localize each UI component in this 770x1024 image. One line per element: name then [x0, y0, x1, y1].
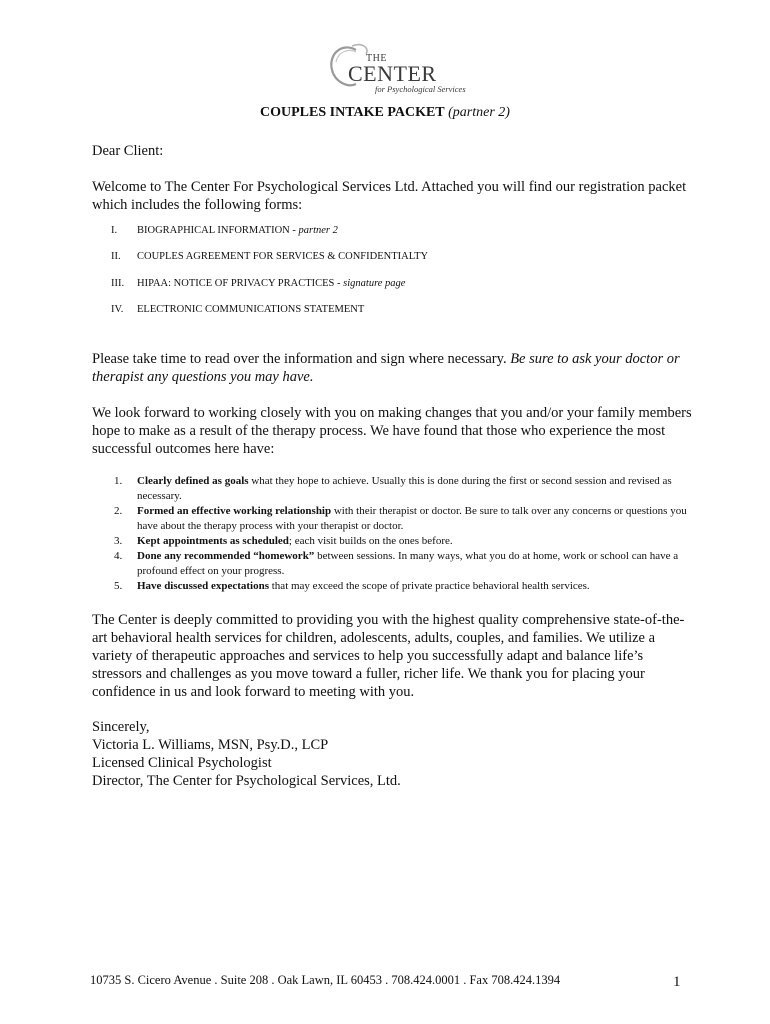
form-title: ELECTRONIC COMMUNICATIONS STATEMENT: [137, 304, 365, 315]
signer-organization: Director, The Center for Psychological Services, Ltd.: [92, 773, 401, 789]
page-number: 1: [673, 974, 681, 990]
logo-subtitle: for Psychological Services: [375, 84, 466, 94]
read-notice-paragraph: Please take time to read over the information and sign where necessary. Be sure to ask your doctor or therapist any questions you may have.: [92, 351, 680, 385]
document-page: THE CENTER for Psychological Services COUPLES INTAKE PACKET (partner 2) Dear Client: Welcome to The Center For Psychological Services Ltd. Attached you will find our registration packet which includes the following forms: I. BIOGRAPHICAL INFORMATION - partner 2 II. COUPLES AGREEMENT FOR SERVICES & CONFIDENTIALTY III. HIPAA: NOTICE OF PRIVACY PRACTICES - signature page IV. ELECTRONIC COMMUNICATIONS STATEMENT Please take time to read over the information and sign where necessary. Be sure to ask your doctor or therapist any questions you may have. We look forward to working closely with you on making changes that you and/or your family members hope to make as a result of the therapy process. We have found that those who experience the most successful outcomes here have: 1. Clearly defined as goals what they hope to achieve. Usually this is done during the first or second session and revised as necessary. 2. Formed an effective working relationship with their therapist or doctor. Be sure to talk over any concerns or questions you have about the therapy process with your therapist or doctor. 3. Kept appointments as scheduled; each visit builds on the ones before. 4. Done any recommended “homework” between sessions. In many ways, what you do at home, work or school can have a profound effect on your progress. 5. Have discussed expectations that may exceed the scope of private practice behavioral health services. The Center is deeply committed to providing you with the highest quality comprehensive state-of-the-art behavioral health services for children, adolescents, adults, couples, and families. We utilize a variety of therapeutic approaches and services to help you successfully adapt and balance life’s stressors and challenges as you move toward a fuller, richer life. We thank you for placing your confidence in us and look forward to meeting with you. Sincerely, Victoria L. Williams, MSN, Psy.D., LCP Licensed Clinical Psychologist Director, The Center for Psychological Services, Ltd. 10735 S. Cicero Avenue . Suite 208 . Oak Lawn, IL 60453 . 708.424.0001 . Fax 708.424.1394 1: [0, 0, 770, 1024]
salutation: Dear Client:: [92, 143, 164, 159]
form-title: HIPAA: NOTICE OF PRIVACY PRACTICES - signature page: [137, 278, 406, 289]
form-title: COUPLES AGREEMENT FOR SERVICES & CONFIDENTIALTY: [137, 251, 429, 262]
signature-block: [92, 718, 401, 790]
logo-center-text: CENTER: [348, 61, 437, 86]
closing: Sincerely,: [92, 719, 150, 735]
form-number: IV.: [111, 304, 124, 315]
title-main: COUPLES INTAKE PACKET: [260, 105, 445, 120]
center-logo: [326, 40, 466, 96]
signer-role: Licensed Clinical Psychologist: [92, 755, 272, 771]
commitment-paragraph: The Center is deeply committed to providing you with the highest quality comprehensive state-of-the-art behavioral health services for children, adolescents, adults, couples, and families. We utilize a variety of therapeutic approaches and services to help you successfully adapt and balance life’s stressors and challenges as you move toward a fuller, richer life. We thank you for placing your confidence in us and look forward to meeting with you.: [92, 612, 685, 700]
footer-address: 10735 S. Cicero Avenue . Suite 208 . Oak Lawn, IL 60453 . 708.424.0001 . Fax 708.424.1394: [90, 973, 561, 987]
form-number: I.: [111, 225, 118, 236]
intro-paragraph: Welcome to The Center For Psychological Services Ltd. Attached you will find our registration packet which includes the following forms:: [92, 179, 687, 213]
form-title: BIOGRAPHICAL INFORMATION - partner 2: [137, 225, 338, 236]
signer-name: Victoria L. Williams, MSN, Psy.D., LCP: [92, 737, 329, 753]
look-forward-paragraph: We look forward to working closely with you on making changes that you and/or your family members hope to make as a result of the therapy process. We have found that those who experience the most successful outcomes here have:: [92, 405, 692, 457]
form-number: III.: [111, 278, 125, 289]
form-number: II.: [111, 251, 121, 262]
title-suffix: (partner 2): [448, 105, 510, 120]
logo-the-text: THE: [366, 53, 387, 64]
page-title: [0, 105, 770, 121]
